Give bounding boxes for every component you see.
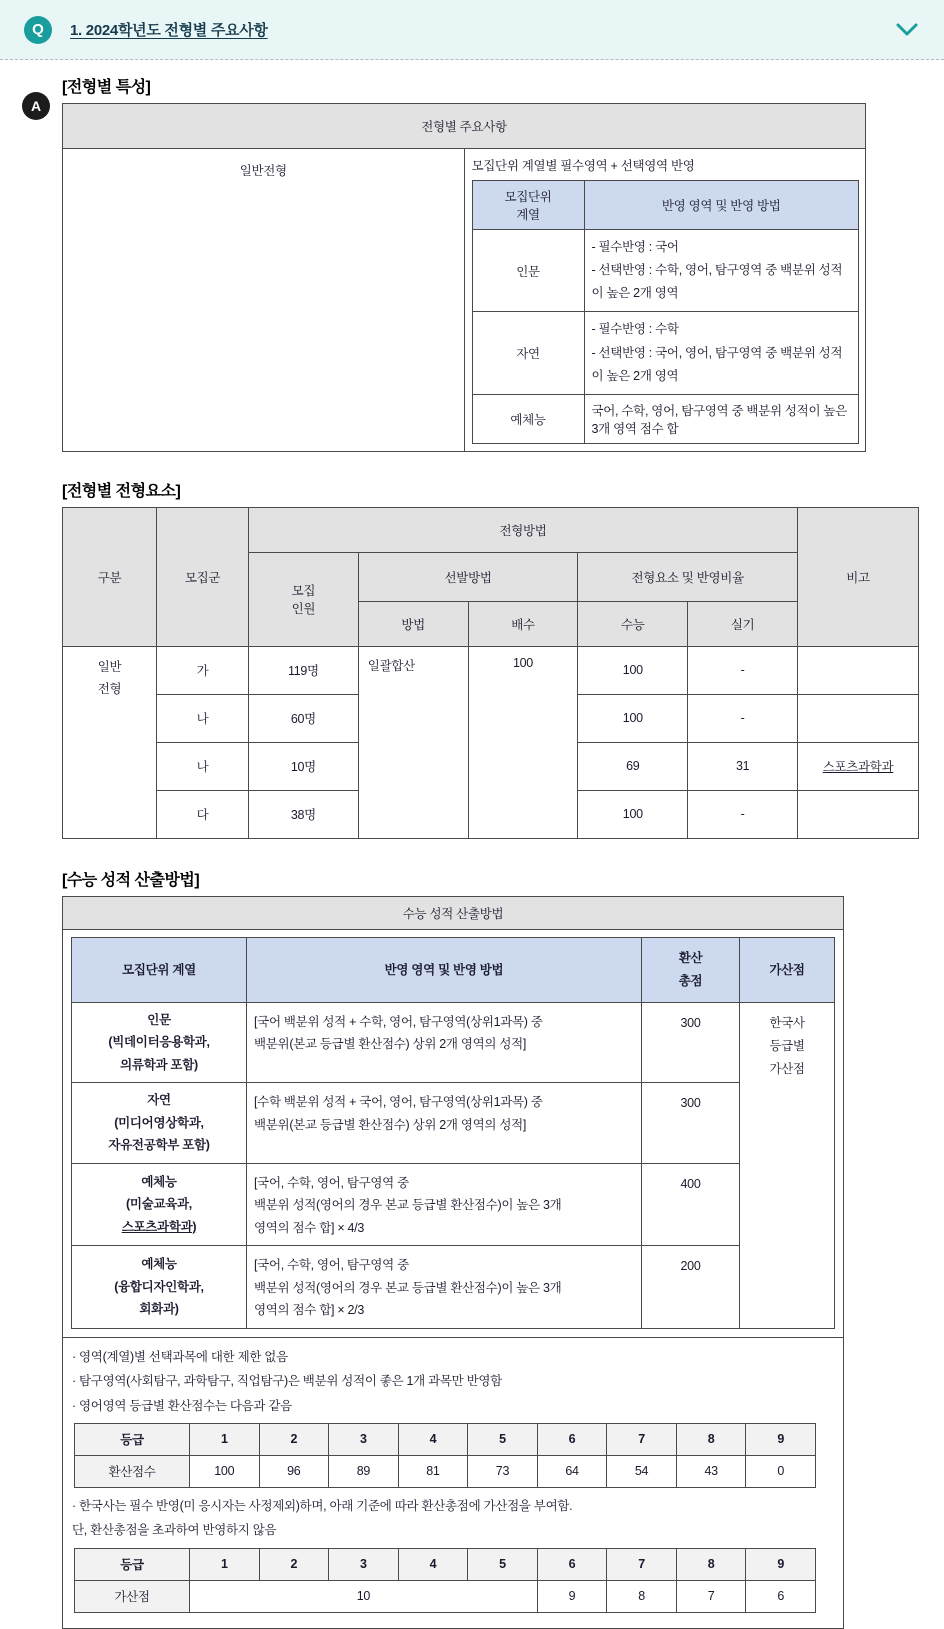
desc-line: 영역의 점수 합] × 4/3 [254, 1220, 364, 1235]
row-label-conversion-score: 환산점수 [75, 1455, 190, 1487]
grade-4: 4 [398, 1548, 468, 1580]
cell-num: 38명 [249, 790, 359, 838]
cell-total-score: 300 [642, 1083, 740, 1164]
cell-series-humanities: 인문 [472, 230, 584, 312]
grade-5: 5 [468, 1423, 538, 1455]
cell-suneung: 69 [578, 742, 688, 790]
bonus-line1: 한국사 [769, 1015, 805, 1030]
table-english-conversion [74, 1423, 816, 1488]
cell-silgi: - [688, 694, 798, 742]
table-row [72, 1246, 835, 1329]
score-grade-1: 100 [190, 1455, 260, 1487]
header-num-line2: 인원 [291, 602, 316, 617]
table-row [72, 937, 835, 1002]
series-line2: (융합디자인학과, [114, 1279, 204, 1294]
cell-group: 다 [157, 790, 249, 838]
series-line3: 스포츠과학과) [121, 1219, 197, 1234]
bonus-grade-6: 9 [537, 1580, 607, 1612]
score-grade-8: 43 [676, 1455, 746, 1487]
table-row [63, 646, 919, 694]
header-gubun: 구분 [63, 507, 157, 646]
cell-bigo [798, 646, 919, 694]
cell-series-natural: 자연 [472, 312, 584, 394]
table-row [63, 1337, 844, 1628]
grade-9: 9 [746, 1423, 816, 1455]
note-line-4: · 한국사는 필수 반영(미 응시자는 사정제외)하며, 아래 기준에 따라 환산총점에 가산점을 부여함. [72, 1498, 573, 1513]
table-row [72, 1163, 835, 1246]
cell-description [247, 1163, 642, 1246]
category-line2: 전형 [97, 681, 122, 696]
grade-3: 3 [329, 1423, 399, 1455]
table-row [63, 929, 844, 1337]
series-line1: 자연 [147, 1093, 171, 1108]
grade-2: 2 [259, 1423, 329, 1455]
table-title-cell: 수능 성적 산출방법 [63, 896, 844, 929]
cell-num: 119명 [249, 646, 359, 694]
detail-line: - 선택반영 : 국어, 영어, 탐구영역 중 백분위 성적이 높은 2개 영역 [591, 345, 843, 383]
header-series: 모집단위 계열 [72, 937, 247, 1002]
header-total-line2: 총점 [678, 973, 703, 988]
header-method: 방법 [358, 601, 468, 646]
table-row [75, 1423, 816, 1455]
cell-series-humanities [72, 1002, 247, 1083]
header-select-group: 선발방법 [358, 552, 578, 601]
table-row [63, 104, 866, 149]
series-line1: 예체능 [141, 1174, 177, 1189]
bonus-grades-1-to-5: 10 [190, 1580, 538, 1612]
table-row [75, 1455, 816, 1487]
score-grade-6: 64 [537, 1455, 607, 1487]
cell-silgi: - [688, 646, 798, 694]
header-bigo: 비고 [798, 507, 919, 646]
cell-description [247, 1002, 642, 1083]
cell-bigo [798, 694, 919, 742]
cell-series-arts-b [72, 1246, 247, 1329]
cell-group: 가 [157, 646, 249, 694]
desc-line: [수학 백분위 성적 + 국어, 영어, 탐구영역(상위1과목) 중 [254, 1095, 543, 1110]
cell-total-score: 400 [642, 1163, 740, 1246]
score-grade-7: 54 [607, 1455, 677, 1487]
cell-silgi: - [688, 790, 798, 838]
bonus-grade-9: 6 [746, 1580, 816, 1612]
score-grade-3: 89 [329, 1455, 399, 1487]
notes-section [63, 1337, 844, 1628]
cell-suneung: 100 [578, 790, 688, 838]
cell-total-score: 200 [642, 1246, 740, 1329]
series-line3: 자유전공학부 포함) [108, 1138, 210, 1153]
cell-num: 10명 [249, 742, 359, 790]
cell-natural-detail [584, 312, 859, 394]
header-total-line1: 환산 [678, 951, 703, 966]
grade-4: 4 [398, 1423, 468, 1455]
header-factor-group: 전형요소 및 반영비율 [578, 552, 798, 601]
series-line2: (빅데이터응용학과, [108, 1035, 210, 1050]
table-score-calculation-outer [62, 896, 844, 1629]
section-heading-elements: [전형별 전형요소] [62, 482, 181, 500]
series-line1: 예체능 [141, 1257, 177, 1272]
cell-description [247, 1083, 642, 1164]
cell-bigo-sports: 스포츠과학과 [798, 742, 919, 790]
series-line1: 인문 [147, 1012, 171, 1027]
desc-line: 백분위(본교 등급별 환산점수) 상위 2개 영역의 성적] [254, 1037, 527, 1052]
cell-humanities-detail [584, 230, 859, 312]
cell-bigo [798, 790, 919, 838]
answer-content [62, 74, 920, 1629]
header-series-line2: 계열 [516, 208, 540, 222]
table-admission-elements [62, 507, 919, 839]
question-badge: Q [24, 16, 52, 44]
desc-line: 백분위 성적(영어의 경우 본교 등급별 환산점수)이 높은 3개 [254, 1198, 562, 1213]
series-line2: (미술교육과, [126, 1197, 192, 1212]
table-row [472, 312, 859, 394]
score-grade-5: 73 [468, 1455, 538, 1487]
faq-question-title[interactable]: 1. 2024학년도 전형별 주요사항 [70, 22, 268, 39]
detail-line: - 필수반영 : 수학 [591, 322, 679, 337]
header-bonus: 가산점 [740, 937, 835, 1002]
grade-7: 7 [607, 1548, 677, 1580]
note-line-2: · 탐구영역(사회탐구, 과학탐구, 직업탐구)은 백분위 성적이 좋은 1개 과목만 반영함 [72, 1374, 502, 1389]
section-heading-score-calculation: [수능 성적 산출방법] [62, 871, 200, 889]
desc-line: [국어, 수학, 영어, 탐구영역 중 [254, 1175, 409, 1190]
table-admission-characteristics [62, 103, 866, 452]
cell-arts-detail: 국어, 수학, 영어, 탐구영역 중 백분위 성적이 높은 3개 영역 점수 합 [584, 394, 859, 443]
cell-num: 60명 [249, 694, 359, 742]
category-line1: 일반 [97, 659, 122, 674]
table-row [472, 230, 859, 312]
header-reflection-method: 반영 영역 및 반영 방법 [247, 937, 642, 1002]
header-multiple: 배수 [468, 601, 578, 646]
table-row [63, 896, 844, 929]
grade-7: 7 [607, 1423, 677, 1455]
cell-category-general: 일반전형 [63, 149, 465, 452]
cell-bonus-history [740, 1002, 835, 1328]
grade-2: 2 [259, 1548, 329, 1580]
table-title-cell: 전형별 주요사항 [63, 104, 866, 149]
header-reflection-method: 반영 영역 및 반영 방법 [584, 181, 859, 230]
desc-line: 영역의 점수 합] × 2/3 [254, 1303, 364, 1318]
table-korean-history-bonus [74, 1548, 816, 1613]
lead-text: 모집단위 계열별 필수영역 + 선택영역 반영 [471, 159, 695, 173]
table-row [63, 507, 919, 552]
table-row [72, 1002, 835, 1083]
grade-8: 8 [676, 1548, 746, 1580]
cell-series-arts: 예체능 [472, 394, 584, 443]
header-silgi: 실기 [688, 601, 798, 646]
section-heading-characteristics: [전형별 특성] [62, 79, 151, 96]
series-line3: 의류학과 포함) [120, 1057, 198, 1072]
table-score-calculation [71, 937, 835, 1329]
table-row [75, 1580, 816, 1612]
cell-method-value: 일괄합산 [358, 646, 468, 838]
table-row [63, 149, 866, 452]
header-total-score [642, 937, 740, 1002]
faq-answer-body [0, 60, 944, 1629]
cell-group: 나 [157, 742, 249, 790]
grade-6: 6 [537, 1548, 607, 1580]
header-num [249, 552, 359, 646]
series-line2: (미디어영상학과, [114, 1115, 204, 1130]
header-group: 모집군 [157, 507, 249, 646]
cell-total-score: 300 [642, 1002, 740, 1083]
header-suneung: 수능 [578, 601, 688, 646]
table-row [472, 181, 859, 230]
note-line-3: · 영어영역 등급별 환산점수는 다음과 같음 [72, 1398, 292, 1413]
header-method-group: 전형방법 [249, 507, 798, 552]
faq-question-header[interactable] [0, 0, 944, 60]
score-grade-9: 0 [746, 1455, 816, 1487]
chevron-down-icon[interactable] [894, 17, 920, 43]
cell-silgi: 31 [688, 742, 798, 790]
detail-line: - 필수반영 : 국어 [591, 240, 679, 254]
table-row [72, 1083, 835, 1164]
cell-description [247, 1246, 642, 1329]
table-series-reflection [472, 180, 860, 444]
bonus-grade-7: 8 [607, 1580, 677, 1612]
grade-1: 1 [190, 1423, 260, 1455]
header-grade: 등급 [75, 1423, 190, 1455]
cell-series-arts-a [72, 1163, 247, 1246]
grade-9: 9 [746, 1548, 816, 1580]
desc-line: 백분위 성적(영어의 경우 본교 등급별 환산점수)이 높은 3개 [254, 1280, 562, 1295]
table-row [75, 1548, 816, 1580]
note-line-5: 단, 환산총점을 초과하여 반영하지 않음 [72, 1523, 277, 1538]
grade-6: 6 [537, 1423, 607, 1455]
cell-multiple-value: 100 [468, 646, 578, 838]
header-series [472, 181, 584, 230]
desc-line: [국어, 수학, 영어, 탐구영역 중 [254, 1258, 409, 1273]
cell-detail-wrapper [464, 149, 866, 452]
row-label-bonus-score: 가산점 [75, 1580, 190, 1612]
series-line3: 회화과) [139, 1302, 179, 1317]
cell-suneung: 100 [578, 646, 688, 694]
bonus-grade-8: 7 [676, 1580, 746, 1612]
grade-1: 1 [190, 1548, 260, 1580]
cell-suneung: 100 [578, 694, 688, 742]
grade-3: 3 [329, 1548, 399, 1580]
answer-badge: A [22, 92, 50, 120]
score-grade-2: 96 [259, 1455, 329, 1487]
score-grade-4: 81 [398, 1455, 468, 1487]
table-row [472, 394, 859, 443]
header-num-line1: 모집 [291, 584, 316, 599]
desc-line: 백분위(본교 등급별 환산점수) 상위 2개 영역의 성적] [254, 1117, 527, 1132]
bonus-line2: 등급별 [769, 1038, 805, 1053]
grade-8: 8 [676, 1423, 746, 1455]
header-series-line1: 모집단위 [504, 190, 552, 204]
desc-line: [국어 백분위 성적 + 수학, 영어, 탐구영역(상위1과목) 중 [254, 1014, 543, 1029]
cell-group: 나 [157, 694, 249, 742]
score-calculation-wrapper [63, 929, 844, 1337]
cell-category-general [63, 646, 157, 838]
grade-5: 5 [468, 1548, 538, 1580]
detail-line: - 선택반영 : 수학, 영어, 탐구영역 중 백분위 성적이 높은 2개 영역 [591, 263, 843, 301]
cell-series-natural [72, 1083, 247, 1164]
header-grade: 등급 [75, 1548, 190, 1580]
bonus-line3: 가산점 [769, 1062, 805, 1076]
note-line-1: · 영역(계열)별 선택과목에 대한 제한 없음 [72, 1349, 288, 1364]
